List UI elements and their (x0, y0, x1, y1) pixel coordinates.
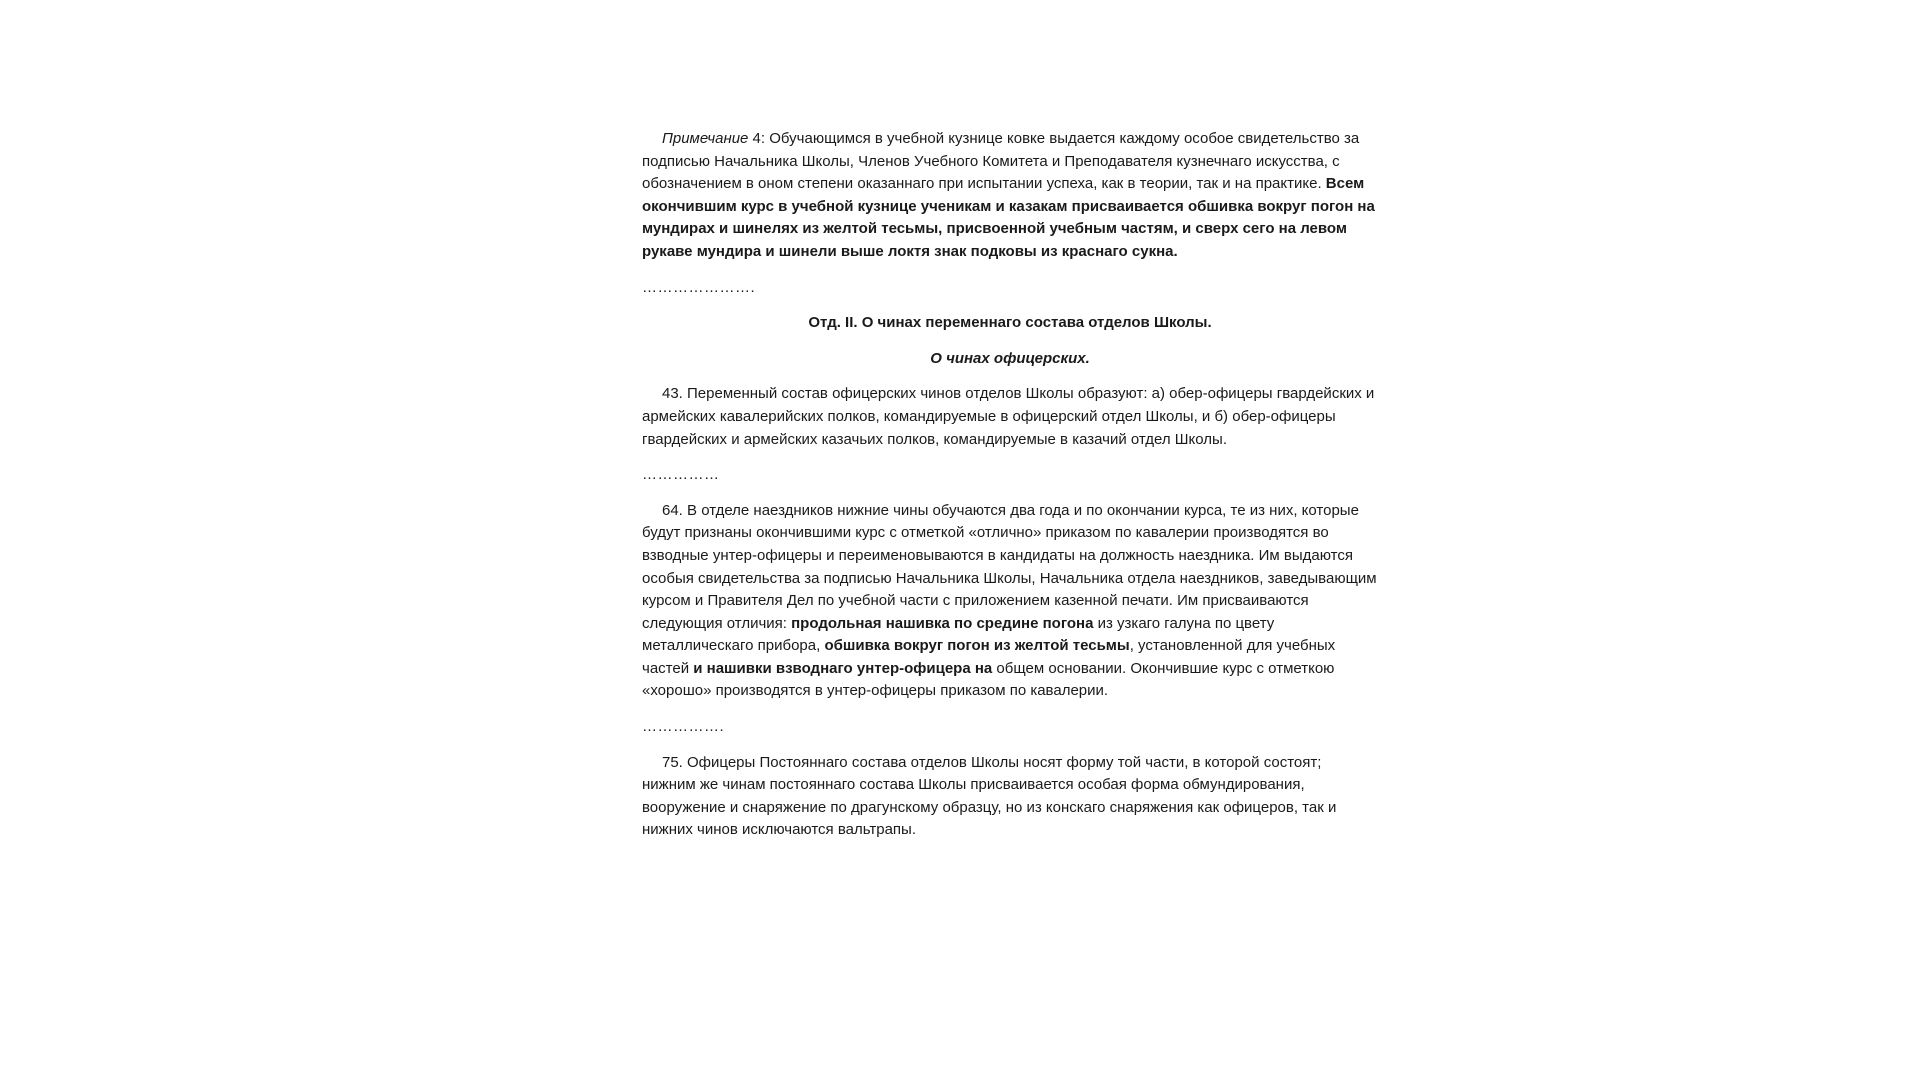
section-heading-text: Отд. II. О чинах переменнаго состава отделов Школы. (808, 314, 1212, 332)
paragraph-64-bold: обшивка вокруг погон из желтой тесьмы (824, 637, 1130, 655)
paragraph-43: 43. Переменный состав офицерских чинов отделов Школы образуют: а) обер-офицеры гвардейских и армейских кавалерийских полков, командируемые в офицерский отдел Школы, и б) обер-офицеры гвардейских и армейских казачьих полков, командируемые в казачий отдел Школы. (642, 385, 1375, 448)
ellipsis-separator: ……………. (642, 718, 725, 736)
paragraph-75: 75. Офицеры Постояннаго состава отделов Школы носят форму той части, в которой состоят; нижним же чинам постояннаго состава Школы присваивается особая форма обмундирования, вооружение и снаряжение по драгунскому образцу, но из конскаго снаряжения как офицеров, так и нижних чинов исключаются вальтрапы. (642, 753, 1337, 839)
paragraph-64-text: общем основании. Окончившие курс с отметкою «хорошо» производятся в унтер-офицеры приказом по кавалерии. (642, 659, 1335, 700)
ellipsis-separator: …………… (642, 466, 720, 484)
paragraph-64-text: из узкаго галуна по цвету металлическаго прибора, (642, 614, 1275, 655)
note-bold-text: Всем окончившим курс в учебной кузнице ученикам и казакам присваивается обшивка вокруг погон на мундирах и шинелях из желтой тесьмы, присвоенной учебным частям, и сверх сего на левом рукаве мундира и шинели выше локтя знак подковы из краснаго сукна. (642, 175, 1375, 260)
paragraph-64-text: , установленной для учебных частей (642, 637, 1336, 677)
ellipsis-separator: …………………. (642, 278, 756, 296)
paragraph-64-bold: и нашивки взводнаго унтер-офицера на (693, 659, 993, 677)
paragraph-64-text: 64. В отделе наездников нижние чины обучаются два года и по окончании курса, те из них, которые будут признаны окончившими курс с отметкой «отлично» приказом по кавалерии производятся во взводные унтер-офицеры и переименовываются в кандидаты на должность наездника. Им выдаются особыя свидетельства за подписью Начальника Школы, Начальника отдела наездников, заведывающим курсом и Правителя Дел по учебной части с приложением казенной печати. Им присваиваются следующия отличия: (642, 501, 1377, 632)
note-4-paragraph (642, 128, 1378, 264)
section-subheading (642, 348, 1378, 371)
note-label: Примечание (662, 130, 749, 147)
note-number: 4 (748, 130, 761, 147)
document-body (642, 128, 1378, 855)
paragraph-64-bold: продольная нашивка по средине погона (791, 614, 1094, 632)
section-heading (642, 312, 1378, 335)
note-text: : Обучающимся в учебной кузнице ковке выдается каждому особое свидетельство за подписью Начальника Школы, Членов Учебного Комитета и Преподавателя кузнечнаго искусства, с обозначением в оном степени оказаннаго при испытании успеха, как в теории, так и на практике. (642, 130, 1360, 193)
paragraph-64 (642, 500, 1378, 703)
section-subheading-text: О чинах офицерских. (930, 349, 1090, 367)
